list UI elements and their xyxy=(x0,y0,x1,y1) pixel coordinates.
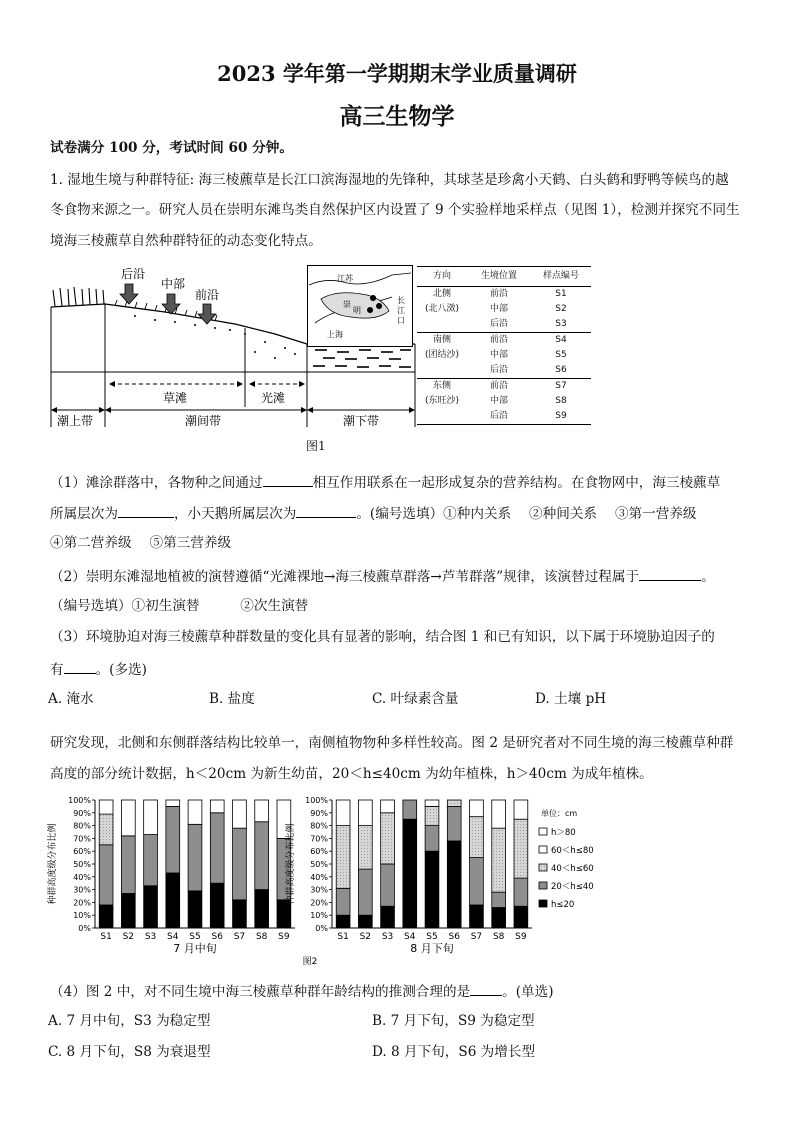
q1-text-a: （1）滩涂群落中，各物种之间通过 xyxy=(50,475,263,491)
sample-cell: S1 xyxy=(555,289,567,299)
bar-segment xyxy=(121,800,135,836)
legend-swatch xyxy=(539,846,547,853)
map-yangtze-2: 江 xyxy=(397,306,405,315)
direction-cell: (东旺沙) xyxy=(424,396,460,406)
bar-segment xyxy=(403,800,417,819)
bar-segment xyxy=(255,800,269,822)
bar-segment xyxy=(99,845,113,905)
position-cell: 前沿 xyxy=(489,289,508,299)
bar-segment xyxy=(447,841,461,928)
legend-entry: h≤20 xyxy=(551,900,575,910)
table-row xyxy=(417,409,591,425)
bar-segment xyxy=(233,828,247,900)
direction-cell xyxy=(417,317,467,333)
y-tick-label: 50% xyxy=(310,860,328,869)
q3-line-2 xyxy=(50,661,147,677)
y-tick-label: 10% xyxy=(310,911,328,921)
bar-segment xyxy=(144,835,158,886)
bar-segment xyxy=(381,864,395,906)
sample-cell: S2 xyxy=(555,304,567,314)
answer-blank-5[interactable] xyxy=(64,661,96,674)
table-row xyxy=(417,317,591,333)
bar-segment xyxy=(492,908,506,928)
col-direction: 方向 xyxy=(417,267,467,287)
answer-blank-3[interactable] xyxy=(296,505,356,518)
y-tick-label: 10% xyxy=(73,911,91,921)
sample-cell: S8 xyxy=(555,396,567,406)
answer-blank-6[interactable] xyxy=(470,983,502,996)
table-row xyxy=(417,287,591,303)
bar-segment xyxy=(210,883,224,928)
q3-option-c[interactable]: C. 叶绿素含量 xyxy=(372,691,459,707)
bar-segment xyxy=(210,800,224,813)
bar-segment xyxy=(381,800,395,813)
bar-segment xyxy=(358,826,372,870)
y-tick-label: 0% xyxy=(315,924,328,933)
y-axis-label: 种群高度级分布比例 xyxy=(48,823,58,905)
legend-entry: 60＜h≤80 xyxy=(551,846,594,856)
figure2-chart xyxy=(45,790,605,970)
q4-option-c[interactable]: C. 8 月下旬，S8 为衰退型 xyxy=(48,1044,211,1060)
bar-segment xyxy=(514,819,528,878)
map-chong: 崇 xyxy=(343,300,351,309)
table-row xyxy=(417,302,591,317)
sample-cell: S6 xyxy=(555,365,567,375)
label-lower: 潮下带 xyxy=(343,414,380,428)
x-tick-label: S5 xyxy=(426,932,438,942)
table-row xyxy=(417,333,591,349)
position-cell: 中部 xyxy=(489,396,508,406)
direction-cell xyxy=(417,363,467,379)
bar-segment xyxy=(514,878,528,906)
y-tick-label: 100% xyxy=(68,796,91,805)
bar-segment xyxy=(336,826,350,889)
table-row xyxy=(417,363,591,379)
y-tick-label: 40% xyxy=(310,872,328,882)
soil-dots xyxy=(134,315,296,359)
q4-line xyxy=(50,983,554,999)
bar-segment xyxy=(358,800,372,826)
direction-cell: (北八滧) xyxy=(424,304,460,314)
bar-segment xyxy=(188,800,202,824)
y-tick-label: 70% xyxy=(73,834,91,844)
x-tick-label: S2 xyxy=(122,932,135,942)
q2-line-1 xyxy=(50,568,715,584)
col-sample: 样点编号 xyxy=(531,267,591,287)
bar-segment xyxy=(336,800,350,826)
x-tick-label: S3 xyxy=(381,932,394,942)
q4-option-a[interactable]: A. 7 月中旬，S3 为稳定型 xyxy=(48,1013,211,1029)
y-tick-label: 100% xyxy=(305,796,328,805)
x-tick-label: S7 xyxy=(233,932,246,942)
sample-cell: S4 xyxy=(531,333,591,349)
bar-segment xyxy=(514,800,528,819)
label-inter: 潮间带 xyxy=(185,414,222,428)
bar-segment xyxy=(99,905,113,928)
para-line-1: 研究发现，北侧和东侧群落结构比较单一，南侧植物物种多样性较高。图 2 是研究者对不同生境的海三棱藨草种群 xyxy=(50,735,734,751)
map-yangtze-3: 口 xyxy=(397,316,405,325)
answer-blank-2[interactable] xyxy=(118,505,174,518)
bar-segment xyxy=(425,851,439,928)
bar-segment xyxy=(425,800,439,806)
figure1-caption: 图1 xyxy=(306,439,326,453)
map-yangtze-1: 长 xyxy=(397,296,405,305)
x-tick-label: S1 xyxy=(337,932,349,942)
sample-cell: S9 xyxy=(531,409,591,425)
x-tick-label: S4 xyxy=(167,932,179,942)
y-tick-label: 80% xyxy=(73,821,91,831)
bar-segment xyxy=(492,828,506,892)
position-cell: 中部 xyxy=(489,350,508,360)
answer-blank-1[interactable] xyxy=(263,474,313,487)
intro-line-1: 1. 湿地生境与种群特征: 海三棱藨草是长江口滨海湿地的先锋种，其球茎是珍禽小天鹤、白头鹤和野鸭等候鸟的越 xyxy=(50,172,729,188)
bar-segment xyxy=(381,813,395,864)
map-yangtze xyxy=(397,296,405,325)
position-cell: 后沿 xyxy=(489,365,508,375)
y-tick-label: 70% xyxy=(310,834,328,844)
bar-segment xyxy=(425,826,439,852)
label-front: 前沿 xyxy=(195,288,220,302)
bar-segment xyxy=(166,873,180,928)
bar-segment xyxy=(210,813,224,883)
q4-option-b[interactable]: B. 7 月下旬，S9 为稳定型 xyxy=(372,1013,535,1029)
intro-line-3: 境海三棱藨草自然种群特征的动态变化特点。 xyxy=(50,233,322,249)
q1-line-3: ④第二营养级 ⑤第三营养级 xyxy=(50,535,232,551)
label-middle: 中部 xyxy=(161,277,186,291)
q2-text-b: 。 xyxy=(701,569,715,585)
bar-segment xyxy=(121,836,135,894)
label-grass: 草滩 xyxy=(163,391,188,405)
bar-segment xyxy=(470,905,484,928)
q3-option-a[interactable]: A. 淹水 xyxy=(48,691,94,707)
x-tick-label: S1 xyxy=(100,932,112,942)
q1-text-c: 所属层次为 xyxy=(50,506,118,522)
table-row xyxy=(417,379,591,395)
legend-swatch xyxy=(539,828,547,835)
y-tick-label: 90% xyxy=(73,808,91,818)
direction-cell: (团结沙) xyxy=(424,350,460,360)
q3-text-b: 。(多选) xyxy=(95,662,147,678)
position-cell: 前沿 xyxy=(467,379,531,395)
bar-segment xyxy=(492,892,506,907)
x-tick-label: S4 xyxy=(404,932,416,942)
q2-text-a: （2）崇明东滩湿地植被的演替遵循“光滩裸地→海三棱藨草群落→芦苇群落”规律，该演替过程属于 xyxy=(50,569,640,585)
q4-text-b: 。(单选) xyxy=(502,984,554,1000)
position-cell: 前沿 xyxy=(467,333,531,349)
bar-segment xyxy=(188,824,202,891)
bar-segment xyxy=(403,819,417,928)
x-tick-label: S2 xyxy=(359,932,372,942)
page-title: 2023 学年第一学期期末学业质量调研 xyxy=(217,61,577,86)
y-tick-label: 60% xyxy=(310,847,328,857)
q3-option-d[interactable]: D. 土壤 pH xyxy=(535,691,607,707)
q2-line-2: （编号选填）①初生演替 ②次生演替 xyxy=(50,598,309,614)
direction-cell: 东侧 xyxy=(417,379,467,395)
y-tick-label: 60% xyxy=(73,847,91,857)
bar-segment xyxy=(255,822,269,890)
exam-info: 试卷满分 100 分，考试时间 60 分钟。 xyxy=(50,140,293,156)
q1-text-b: 相互作用联系在一起形成复杂的营养结构。在食物网中，海三棱藨草 xyxy=(312,475,721,491)
x-tick-label: S9 xyxy=(515,932,527,942)
q1-line-1 xyxy=(50,474,720,490)
legend-entry: h＞80 xyxy=(551,828,576,838)
q3-text-a: 有 xyxy=(50,662,64,678)
x-tick-label: S3 xyxy=(144,932,157,942)
y-tick-label: 30% xyxy=(310,885,328,895)
bar-segment xyxy=(447,800,461,806)
col-position: 生境位置 xyxy=(467,267,531,287)
bar-segment xyxy=(255,890,269,928)
x-tick-label: S6 xyxy=(448,932,460,942)
q1-line-2 xyxy=(50,505,697,521)
legend-entry: 20＜h≤40 xyxy=(551,882,594,892)
figure1-map xyxy=(307,265,413,347)
y-tick-label: 0% xyxy=(78,924,91,933)
direction-cell xyxy=(417,409,467,425)
sample-cell: S3 xyxy=(555,319,567,329)
panel-title: 7 月中旬 xyxy=(173,942,217,955)
y-tick-label: 40% xyxy=(73,872,91,882)
x-tick-label: S6 xyxy=(211,932,223,942)
label-upper: 潮上带 xyxy=(57,414,94,428)
q3-line-1: （3）环境胁迫对海三棱藨草种群数量的变化具有显著的影响，结合图 1 和已有知识，以下属于环境胁迫因子的 xyxy=(50,629,715,645)
x-tick-label: S5 xyxy=(189,932,201,942)
y-tick-label: 20% xyxy=(310,898,328,908)
table-row xyxy=(417,394,591,409)
bar-segment xyxy=(514,906,528,928)
bar-segment xyxy=(336,915,350,928)
sample-site-table xyxy=(417,266,591,425)
bar-segment xyxy=(447,806,461,841)
legend-swatch xyxy=(539,864,547,871)
bar-segment xyxy=(144,886,158,928)
legend-unit: 单位：cm xyxy=(541,809,578,818)
sample-cell: S5 xyxy=(555,350,567,360)
para-line-2: 高度的部分统计数据，h＜20cm 为新生幼苗，20＜h≤40cm 为幼年植株，h＞40cm 为成年植株。 xyxy=(50,766,653,782)
bar-segment xyxy=(381,906,395,928)
label-bare: 光滩 xyxy=(261,391,286,405)
bar-segment xyxy=(233,800,247,828)
q4-text-a: （4）图 2 中，对不同生境中海三棱藨草种群年龄结构的推测合理的是 xyxy=(50,984,471,1000)
panel-title: 8 月下旬 xyxy=(410,942,454,955)
figure2-caption: 图2 xyxy=(302,957,318,967)
sample-cell: S7 xyxy=(531,379,591,395)
bar-segment xyxy=(188,891,202,928)
y-tick-label: 20% xyxy=(73,898,91,908)
bar-segment xyxy=(470,800,484,817)
direction-cell: 南侧 xyxy=(417,333,467,349)
bar-segment xyxy=(470,817,484,858)
table-row xyxy=(417,348,591,363)
map-shanghai: 上海 xyxy=(327,330,343,339)
map-jiangsu: 江苏 xyxy=(337,274,353,283)
page-subtitle: 高三生物学 xyxy=(339,103,455,130)
bar-segment xyxy=(233,900,247,928)
bar-segment xyxy=(99,800,113,814)
position-cell: 中部 xyxy=(489,304,508,314)
y-tick-label: 80% xyxy=(310,821,328,831)
legend-swatch xyxy=(539,900,547,907)
x-tick-label: S7 xyxy=(470,932,483,942)
bar-segment xyxy=(99,814,113,845)
q4-option-d[interactable]: D. 8 月下旬，S6 为增长型 xyxy=(372,1044,536,1060)
intro-line-2: 冬食物来源之一。研究人员在崇明东滩鸟类自然保护区内设置了 9 个实验样地采样点（见图 1），检测并探究不同生 xyxy=(50,202,740,218)
x-tick-label: S8 xyxy=(492,932,505,942)
map-ming: 明 xyxy=(353,306,361,315)
answer-blank-4[interactable] xyxy=(639,568,701,581)
position-cell: 后沿 xyxy=(489,319,508,329)
y-tick-label: 90% xyxy=(310,808,328,818)
y-axis-label: 种群高度级分布比例 xyxy=(286,823,296,905)
bar-segment xyxy=(358,869,372,915)
bar-segment xyxy=(358,915,372,928)
reeds xyxy=(53,287,104,306)
q1-text-e: 。(编号选填）①种内关系 ②种间关系 ③第一营养级 xyxy=(356,506,697,522)
position-cell: 后沿 xyxy=(467,409,531,425)
y-tick-label: 30% xyxy=(73,885,91,895)
bar-segment xyxy=(166,806,180,873)
x-tick-label: S8 xyxy=(255,932,268,942)
q1-text-d: ，小天鹅所属层次为 xyxy=(173,506,297,522)
y-tick-label: 50% xyxy=(73,860,91,869)
label-back: 后沿 xyxy=(121,267,146,281)
bar-segment xyxy=(425,806,439,825)
q3-option-b[interactable]: B. 盐度 xyxy=(209,691,255,707)
bar-segment xyxy=(166,800,180,806)
bar-segment xyxy=(470,858,484,905)
legend-swatch xyxy=(539,882,547,889)
legend-entry: 40＜h≤60 xyxy=(551,864,594,874)
bar-segment xyxy=(144,800,158,835)
bar-segment xyxy=(121,893,135,928)
bar-segment xyxy=(336,888,350,915)
x-tick-label: S9 xyxy=(278,932,290,942)
bar-segment xyxy=(492,800,506,828)
direction-cell: 北侧 xyxy=(432,289,451,299)
